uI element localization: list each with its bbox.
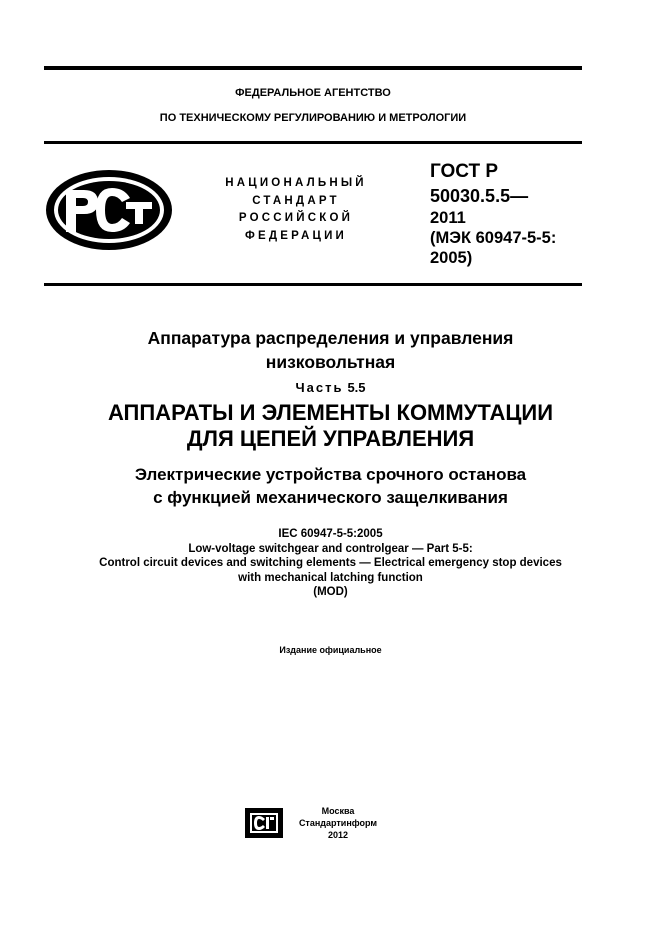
iec-line-1: IEC 60947-5-5:2005	[278, 528, 383, 540]
main-title-line-1: АППАРАТЫ И ЭЛЕМЕНТЫ КОММУТАЦИИ	[107, 400, 554, 425]
publisher-year: 2012	[327, 830, 349, 840]
publisher-name: Стандартинформ	[298, 818, 378, 828]
document-title	[0, 326, 661, 374]
main-title-line-2: ДЛЯ ЦЕПЕЙ УПРАВЛЕНИЯ	[186, 426, 475, 451]
gost-line-4: (МЭК 60947-5-5:	[430, 229, 557, 247]
iec-line-3: Control circuit devices and switching elements — Electrical emergency stop devices	[99, 557, 562, 569]
iec-reference	[0, 527, 661, 600]
publisher-info	[296, 805, 380, 841]
gost-line-2: 50030.5.5—	[430, 186, 529, 206]
iec-line-2: Low-voltage switchgear and controlgear — Part 5-5:	[188, 542, 473, 555]
publisher-city: Москва	[321, 806, 355, 816]
middle-rule	[44, 141, 582, 144]
part-number: 5.5	[347, 380, 366, 395]
national-standard-line-2: СТАНДАРТ	[252, 194, 340, 207]
national-standard-line-3: РОССИЙСКОЙ	[238, 212, 354, 224]
agency-line-2: ПО ТЕХНИЧЕСКОМУ РЕГУЛИРОВАНИЮ И МЕТРОЛОГИИ	[159, 112, 467, 124]
iec-line-4: with mechanical latching function	[238, 571, 423, 584]
subtitle-line-1: Электрические устройства срочного останова	[134, 465, 527, 484]
bottom-rule	[44, 283, 582, 286]
national-standard-line-4: ФЕДЕРАЦИИ	[244, 229, 348, 242]
gost-line-1: ГОСТ Р	[430, 161, 499, 182]
edition-label: Издание официальное	[279, 645, 382, 655]
agency-line-1: ФЕДЕРАЛЬНОЕ АГЕНТСТВО	[235, 87, 391, 99]
part-word: Часть	[295, 380, 344, 395]
standartinform-logo-icon	[245, 808, 283, 838]
subtitle-line-2: с функцией механического защелкивания	[153, 488, 508, 507]
subtitle	[0, 463, 661, 509]
part-label	[0, 380, 661, 395]
gost-line-3: 2011	[430, 209, 466, 227]
national-standard-label	[196, 175, 396, 245]
iec-line-5: (MOD)	[313, 586, 348, 598]
rst-logo-icon	[44, 168, 174, 252]
main-title	[0, 400, 661, 452]
gost-line-5: 2005)	[430, 249, 473, 267]
title-line-1: Аппаратура распределения и управления	[147, 328, 514, 348]
title-line-2: низковольтная	[265, 352, 396, 372]
national-standard-line-1: НАЦИОНАЛЬНЫЙ	[225, 177, 367, 189]
gost-designation	[430, 160, 580, 268]
top-rule	[44, 66, 582, 70]
